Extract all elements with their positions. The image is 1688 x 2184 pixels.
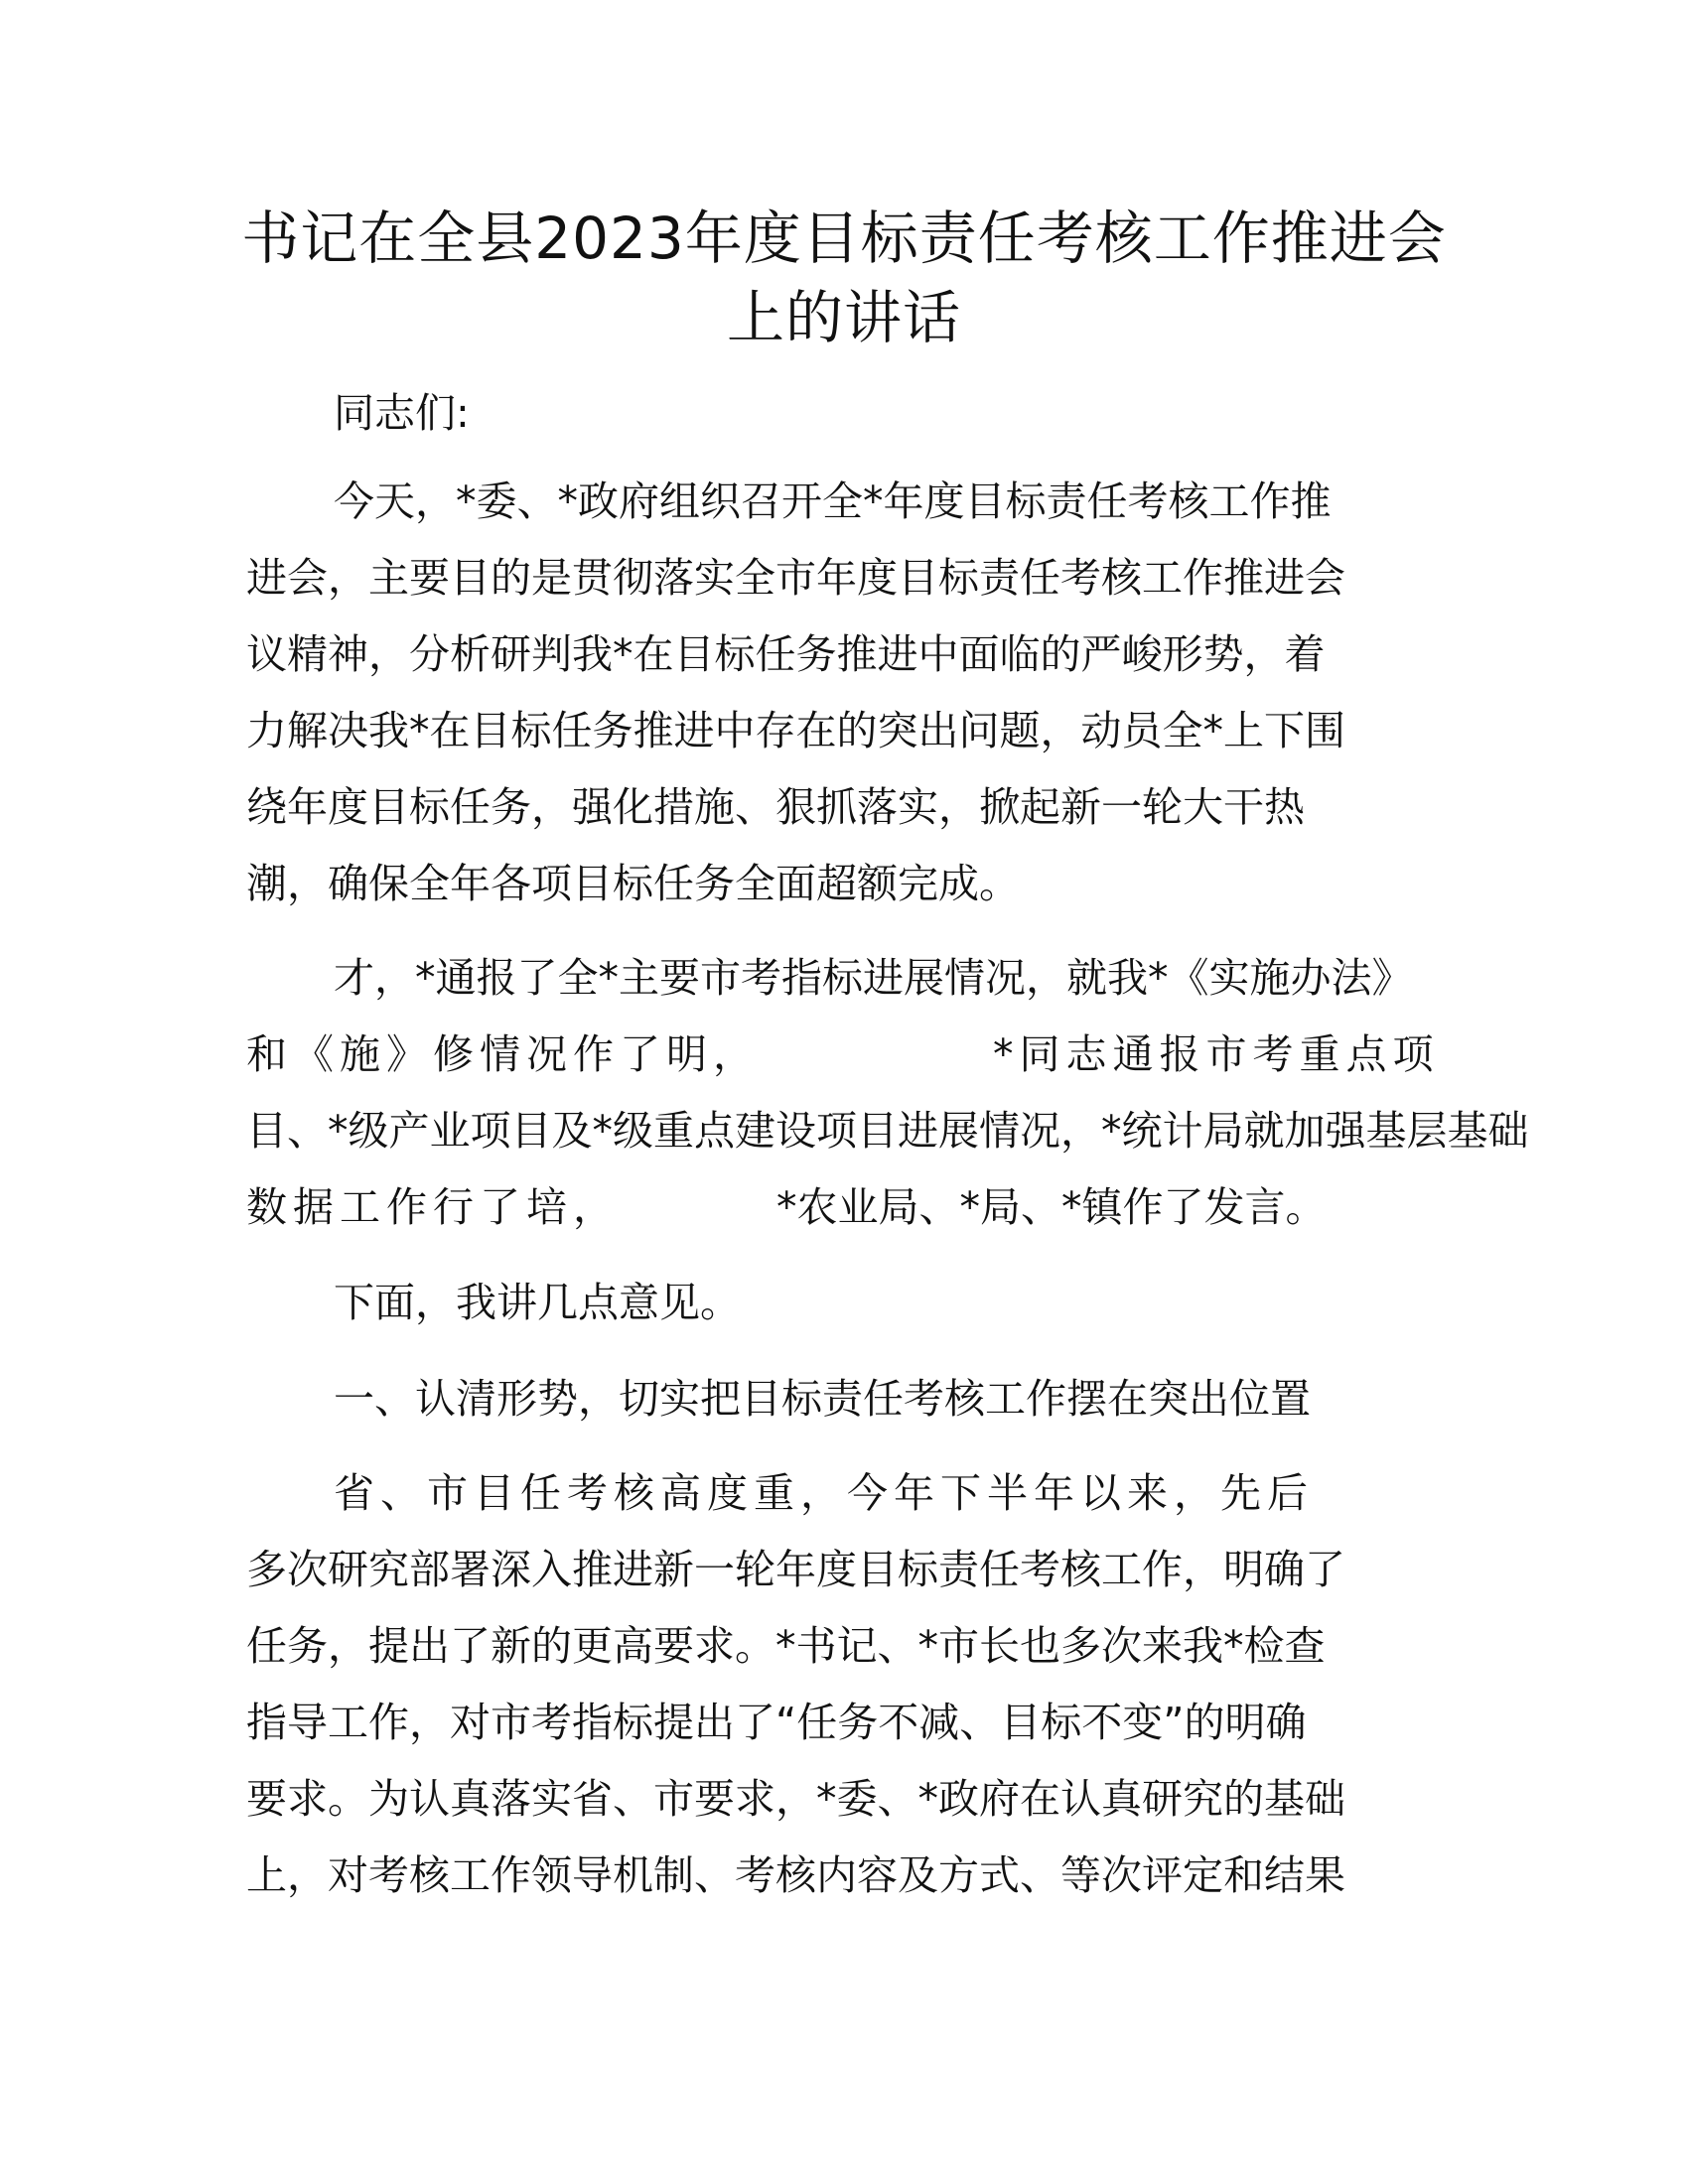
paragraph-4-line: 要求。为认真落实省、市要求，*委、*政府在认真研究的基础	[246, 1775, 1345, 1823]
paragraph-1-line: 议精神，分析研判我*在目标任务推进中面临的严峻形势，着	[246, 630, 1326, 678]
paragraph-1-line: 进会，主要目的是贯彻落实全市年度目标责任考核工作推进会	[246, 554, 1345, 602]
greeting: 同志们:	[334, 389, 470, 437]
paragraph-3: 下面，我讲几点意见。	[334, 1279, 741, 1326]
paragraph-4-line: 指导工作，对市考指标提出了“任务不减、目标不变”的明确	[246, 1699, 1307, 1746]
paragraph-2-line: *农业局、*局、*镇作了发言。	[776, 1183, 1327, 1231]
paragraph-1-line: 绕年度目标任务，强化措施、狠抓落实，掀起新一轮大干热	[246, 783, 1305, 831]
document-title-line-2: 上的讲话	[726, 284, 961, 351]
paragraph-4-line: 省、市目任考核高度重，今年下半年以来，先后	[334, 1469, 1314, 1517]
paragraph-1-line: 潮，确保全年各项目标任务全面超额完成。	[246, 860, 1020, 907]
paragraph-2-line: 目、*级产业项目及*级重点建设项目进展情况，*统计局就加强基层基础	[246, 1107, 1529, 1155]
document-title-line-1: 书记在全县2023年度目标责任考核工作推进会	[241, 205, 1447, 272]
paragraph-2-line: *同志通报市考重点项	[993, 1030, 1440, 1078]
paragraph-4-line: 多次研究部署深入推进新一轮年度目标责任考核工作，明确了	[246, 1546, 1345, 1593]
paragraph-2-line: 数据工作行了培，	[246, 1183, 620, 1231]
paragraph-2-line: 和《施》修情况作了明，	[246, 1030, 760, 1078]
paragraph-2-line: 才，*通报了全*主要市考指标进展情况，就我*《实施办法》	[334, 954, 1413, 1002]
paragraph-4-line: 任务，提出了新的更高要求。*书记、*市长也多次来我*检查	[246, 1622, 1326, 1670]
paragraph-1-line: 力解决我*在目标任务推进中存在的突出问题，动员全*上下围	[246, 707, 1345, 754]
paragraph-1-line: 今天，*委、*政府组织召开全*年度目标责任考核工作推	[334, 478, 1332, 525]
paragraph-4-line: 上，对考核工作领导机制、考核内容及方式、等次评定和结果	[246, 1851, 1345, 1899]
section-heading-1: 一、认清形势，切实把目标责任考核工作摆在突出位置	[334, 1375, 1311, 1423]
